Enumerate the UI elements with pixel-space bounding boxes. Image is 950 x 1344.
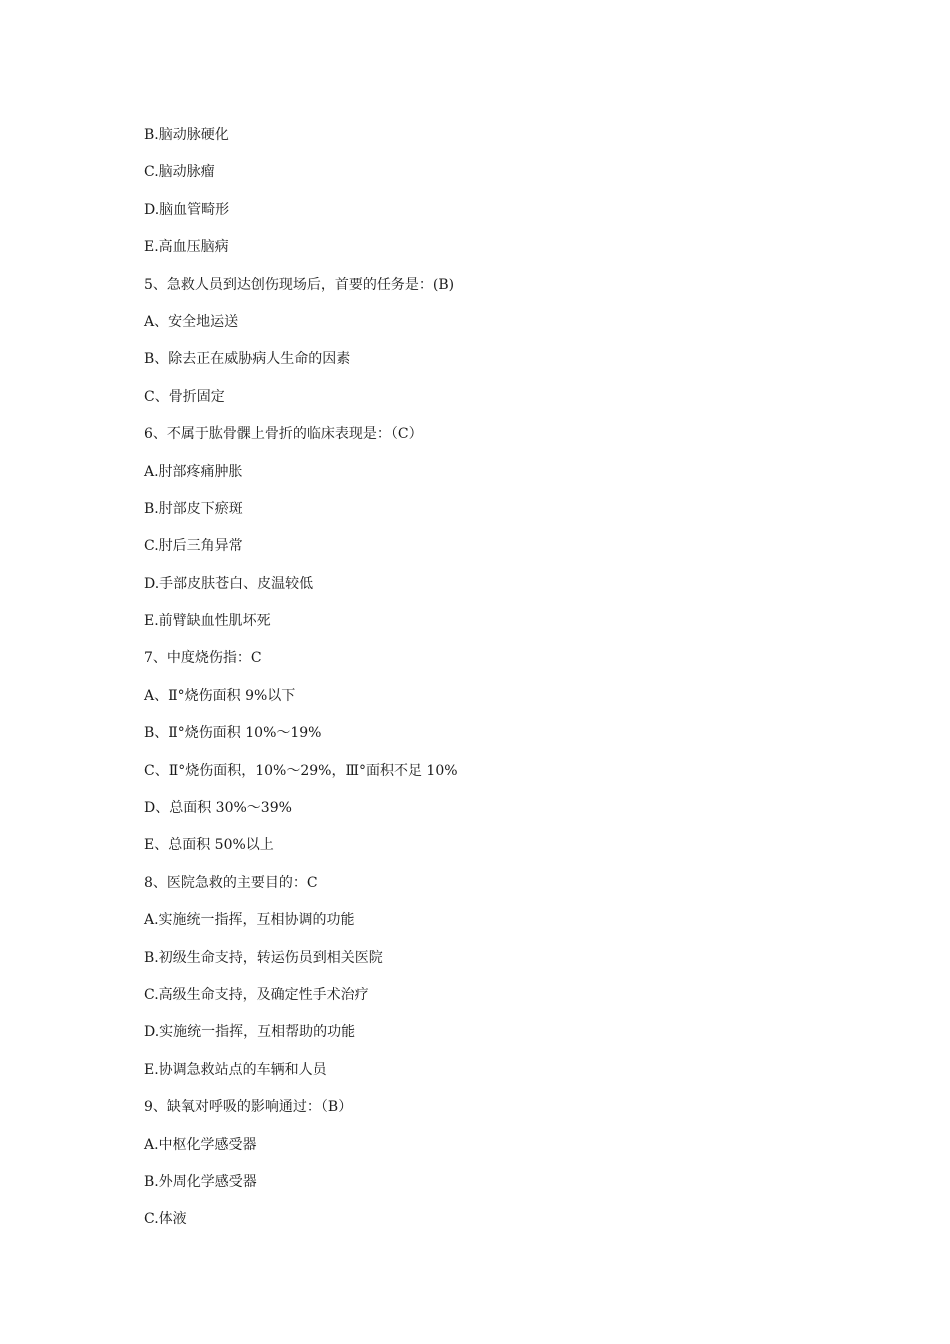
option-line: B.脑动脉硬化: [144, 127, 229, 143]
question-line: 5、急救人员到达创伤现场后，首要的任务是：(B): [144, 276, 455, 293]
option-line: D.手部皮肤苍白、皮温较低: [144, 575, 314, 592]
option-line: B.肘部皮下瘀斑: [144, 500, 243, 517]
question-line: 9、缺氧对呼吸的影响通过：（B）: [144, 1099, 353, 1116]
option-line: A.中枢化学感受器: [144, 1136, 257, 1153]
option-line: C.高级生命支持，及确定性手术治疗: [144, 986, 369, 1003]
option-line: E.协调急救站点的车辆和人员: [144, 1061, 327, 1078]
option-line: C、骨折固定: [144, 388, 225, 405]
question-line: 7、中度烧伤指：C: [144, 650, 262, 667]
option-line: D.脑血管畸形: [144, 201, 230, 218]
option-line: C.体液: [144, 1211, 187, 1228]
option-line: C.脑动脉瘤: [144, 164, 215, 181]
option-line: E.高血压脑病: [144, 239, 229, 256]
option-line: D.实施统一指挥，互相帮助的功能: [144, 1024, 356, 1041]
question-line: 8、医院急救的主要目的：C: [144, 874, 318, 891]
option-line: B、除去正在威胁病人生命的因素: [144, 351, 351, 368]
option-line: A.肘部疼痛肿胀: [144, 463, 243, 480]
option-line: D、总面积 30%～39%: [144, 800, 292, 817]
option-line: A、Ⅱ°烧伤面积 9%以下: [144, 687, 296, 704]
option-line: C.肘后三角异常: [144, 538, 243, 555]
option-line: B.外周化学感受器: [144, 1173, 257, 1190]
option-line: B、Ⅱ°烧伤面积 10%～19%: [144, 725, 322, 742]
option-line: E、总面积 50%以上: [144, 837, 274, 854]
option-line: A、安全地运送: [144, 313, 239, 330]
question-line: 6、不属于肱骨髁上骨折的临床表现是：（C）: [144, 426, 423, 443]
question-text-block: [144, 124, 844, 1246]
option-line: E.前臂缺血性肌坏死: [144, 613, 271, 630]
option-line: C、Ⅱ°烧伤面积，10%～29%，Ⅲ°面积不足 10%: [144, 762, 458, 779]
option-line: A.实施统一指挥，互相协调的功能: [144, 912, 355, 929]
option-line: B.初级生命支持，转运伤员到相关医院: [144, 949, 383, 966]
